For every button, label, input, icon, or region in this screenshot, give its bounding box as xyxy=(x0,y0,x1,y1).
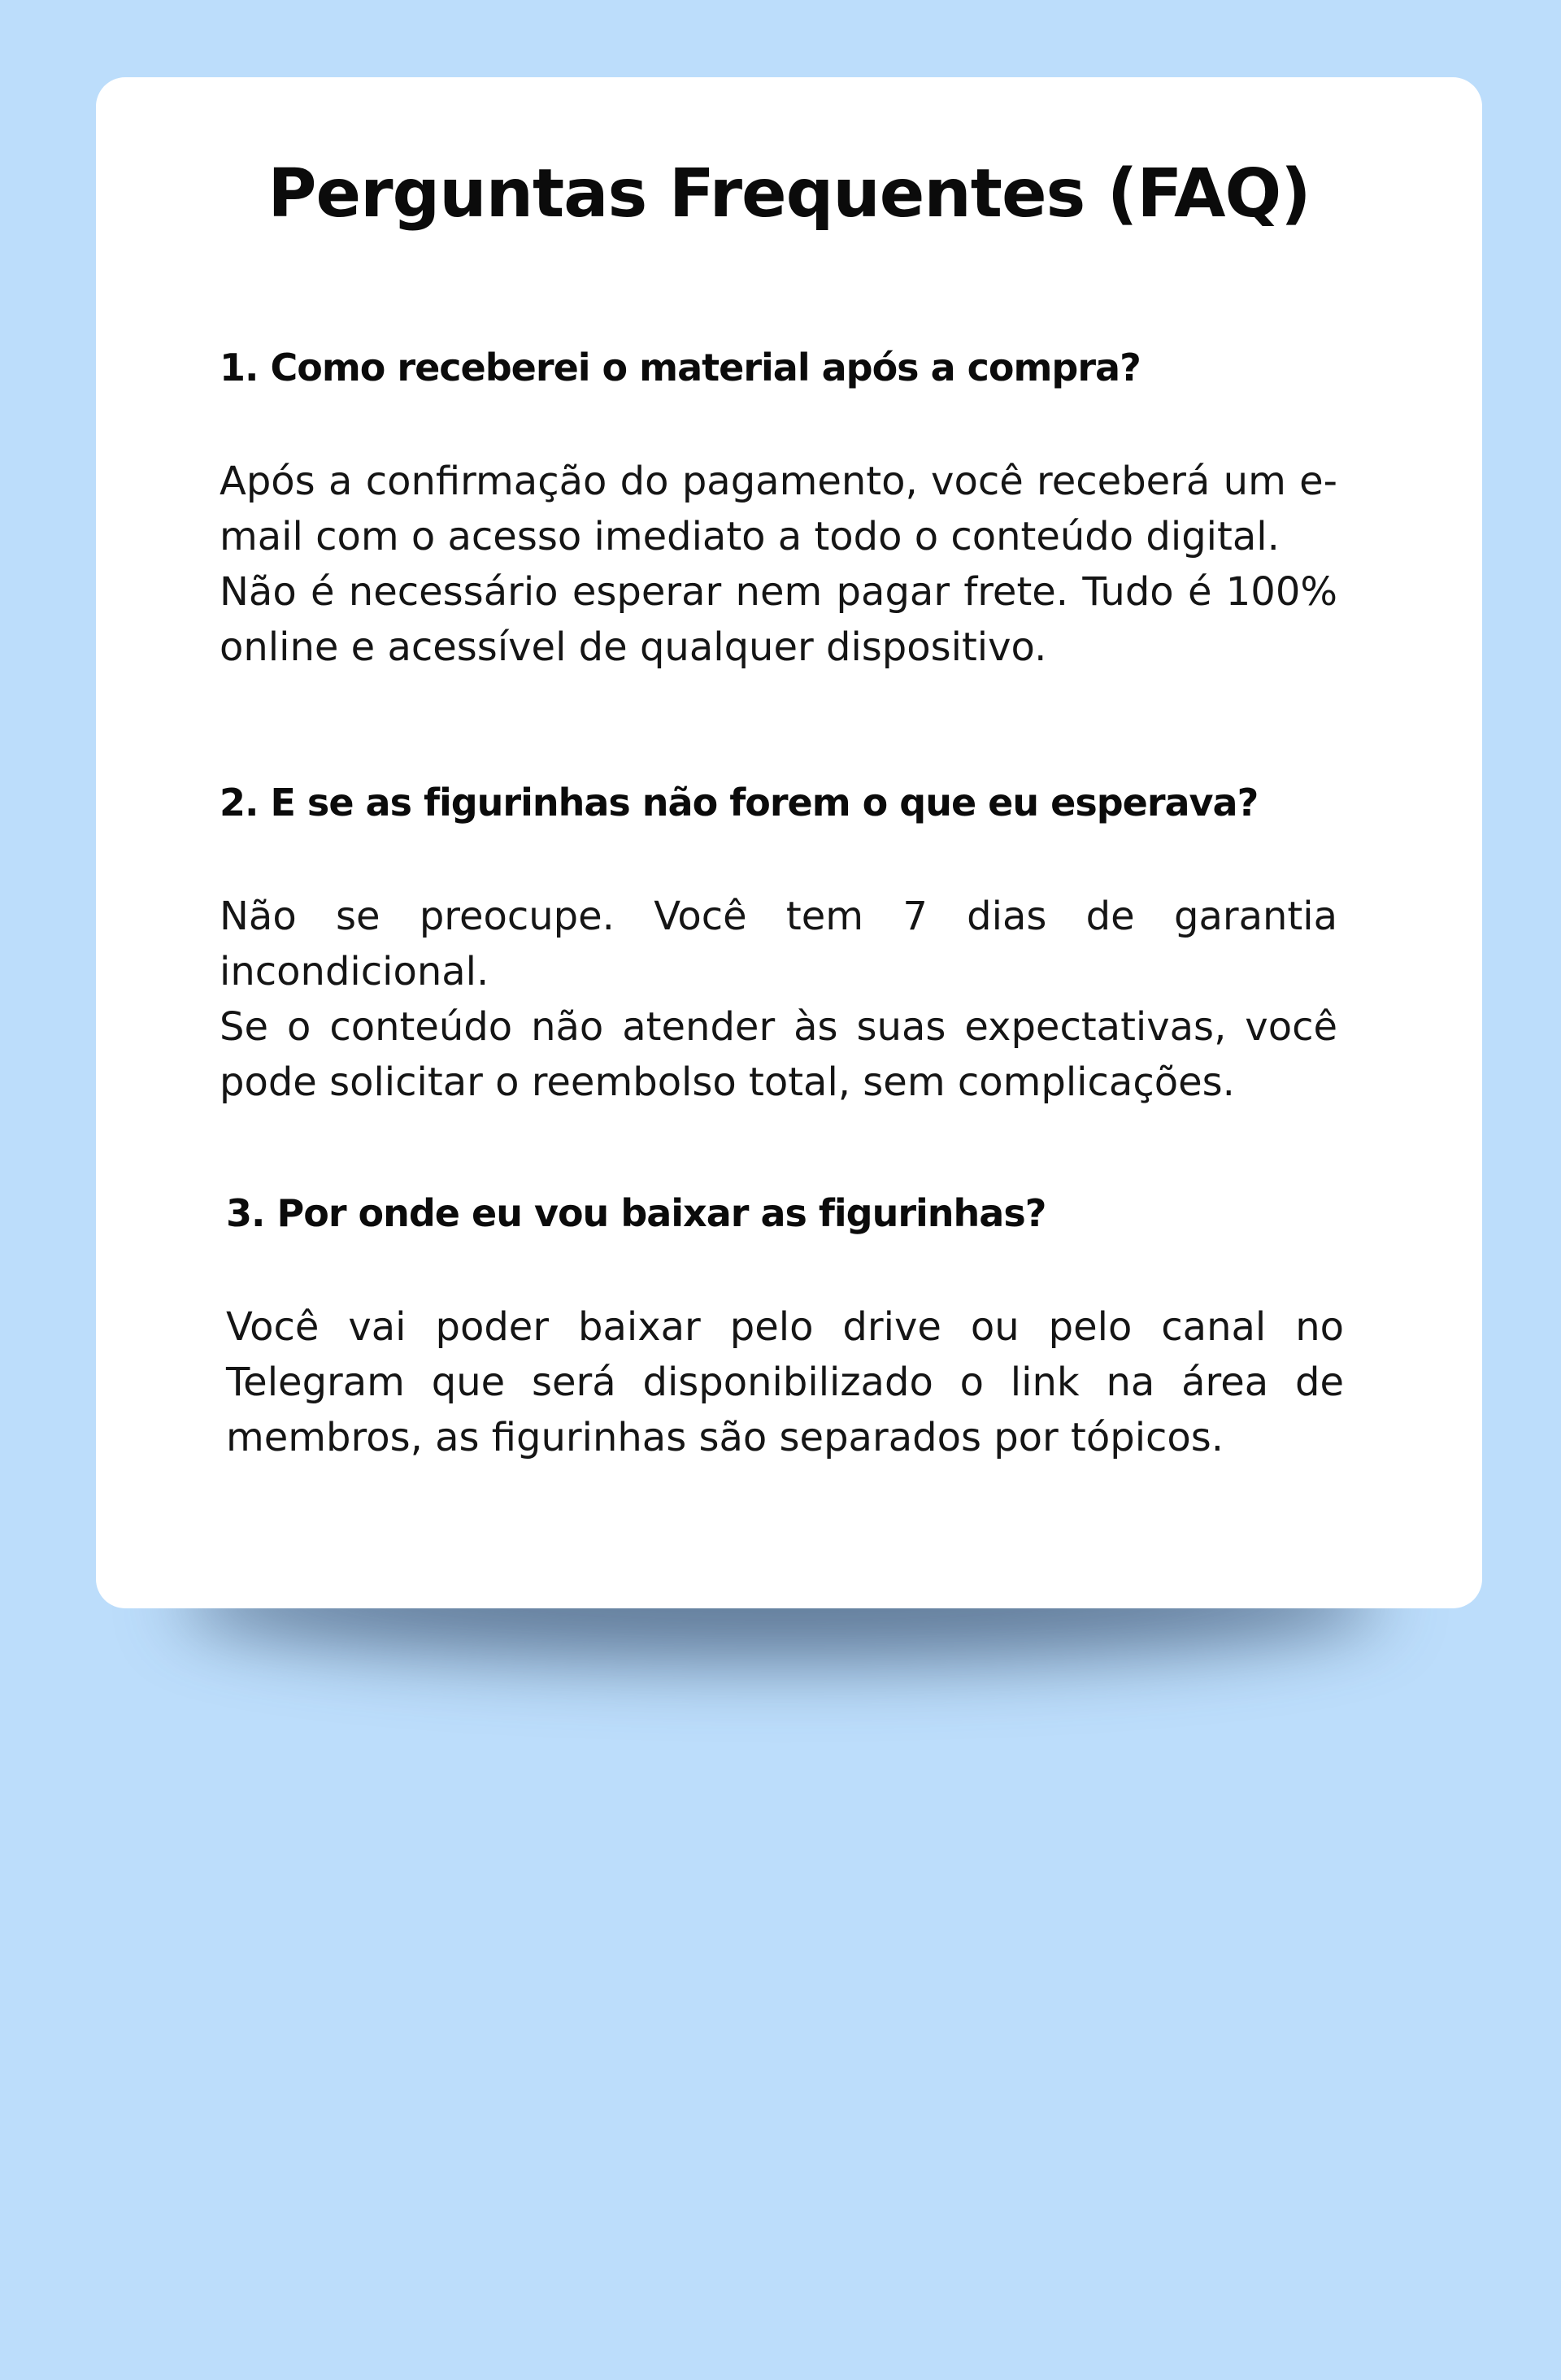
faq-answer-1 xyxy=(220,454,1337,675)
page-title: Perguntas Frequentes (FAQ) xyxy=(267,155,1311,233)
faq-question-2: 2. E se as figurinhas não forem o que eu esperava? xyxy=(220,781,1259,825)
faq-item-1 xyxy=(220,346,1337,675)
faq-item-2 xyxy=(220,781,1337,1110)
faq-answer-2 xyxy=(220,889,1337,1110)
faq-card xyxy=(96,77,1482,1608)
faq-answer-1-paragraph-2: Não é necessário esperar nem pagar frete. Tudo é 100% online e acessível de qualquer dispositivo. xyxy=(220,569,1337,671)
faq-answer-1-paragraph-1: Após a confirmação do pagamento, você receberá um e-mail com o acesso imediato a todo o conteúdo digital. xyxy=(220,459,1337,560)
faq-item-3 xyxy=(226,1191,1344,1465)
faq-question-3: 3. Por onde eu vou baixar as figurinhas? xyxy=(226,1191,1046,1235)
faq-answer-3-paragraph-1: Você vai poder baixar pelo drive ou pelo canal no Telegram que será disponibilizado o link na área de membros, as figurinhas são separados por tópicos. xyxy=(226,1304,1344,1461)
faq-answer-3 xyxy=(226,1299,1344,1465)
faq-answer-2-paragraph-1: Não se preocupe. Você tem 7 dias de garantia incondicional. xyxy=(220,894,1337,995)
faq-answer-2-paragraph-2: Se o conteúdo não atender às suas expectativas, você pode solicitar o reembolso total, sem complicações. xyxy=(220,1004,1337,1106)
faq-question-1: 1. Como receberei o material após a compra? xyxy=(220,346,1141,389)
